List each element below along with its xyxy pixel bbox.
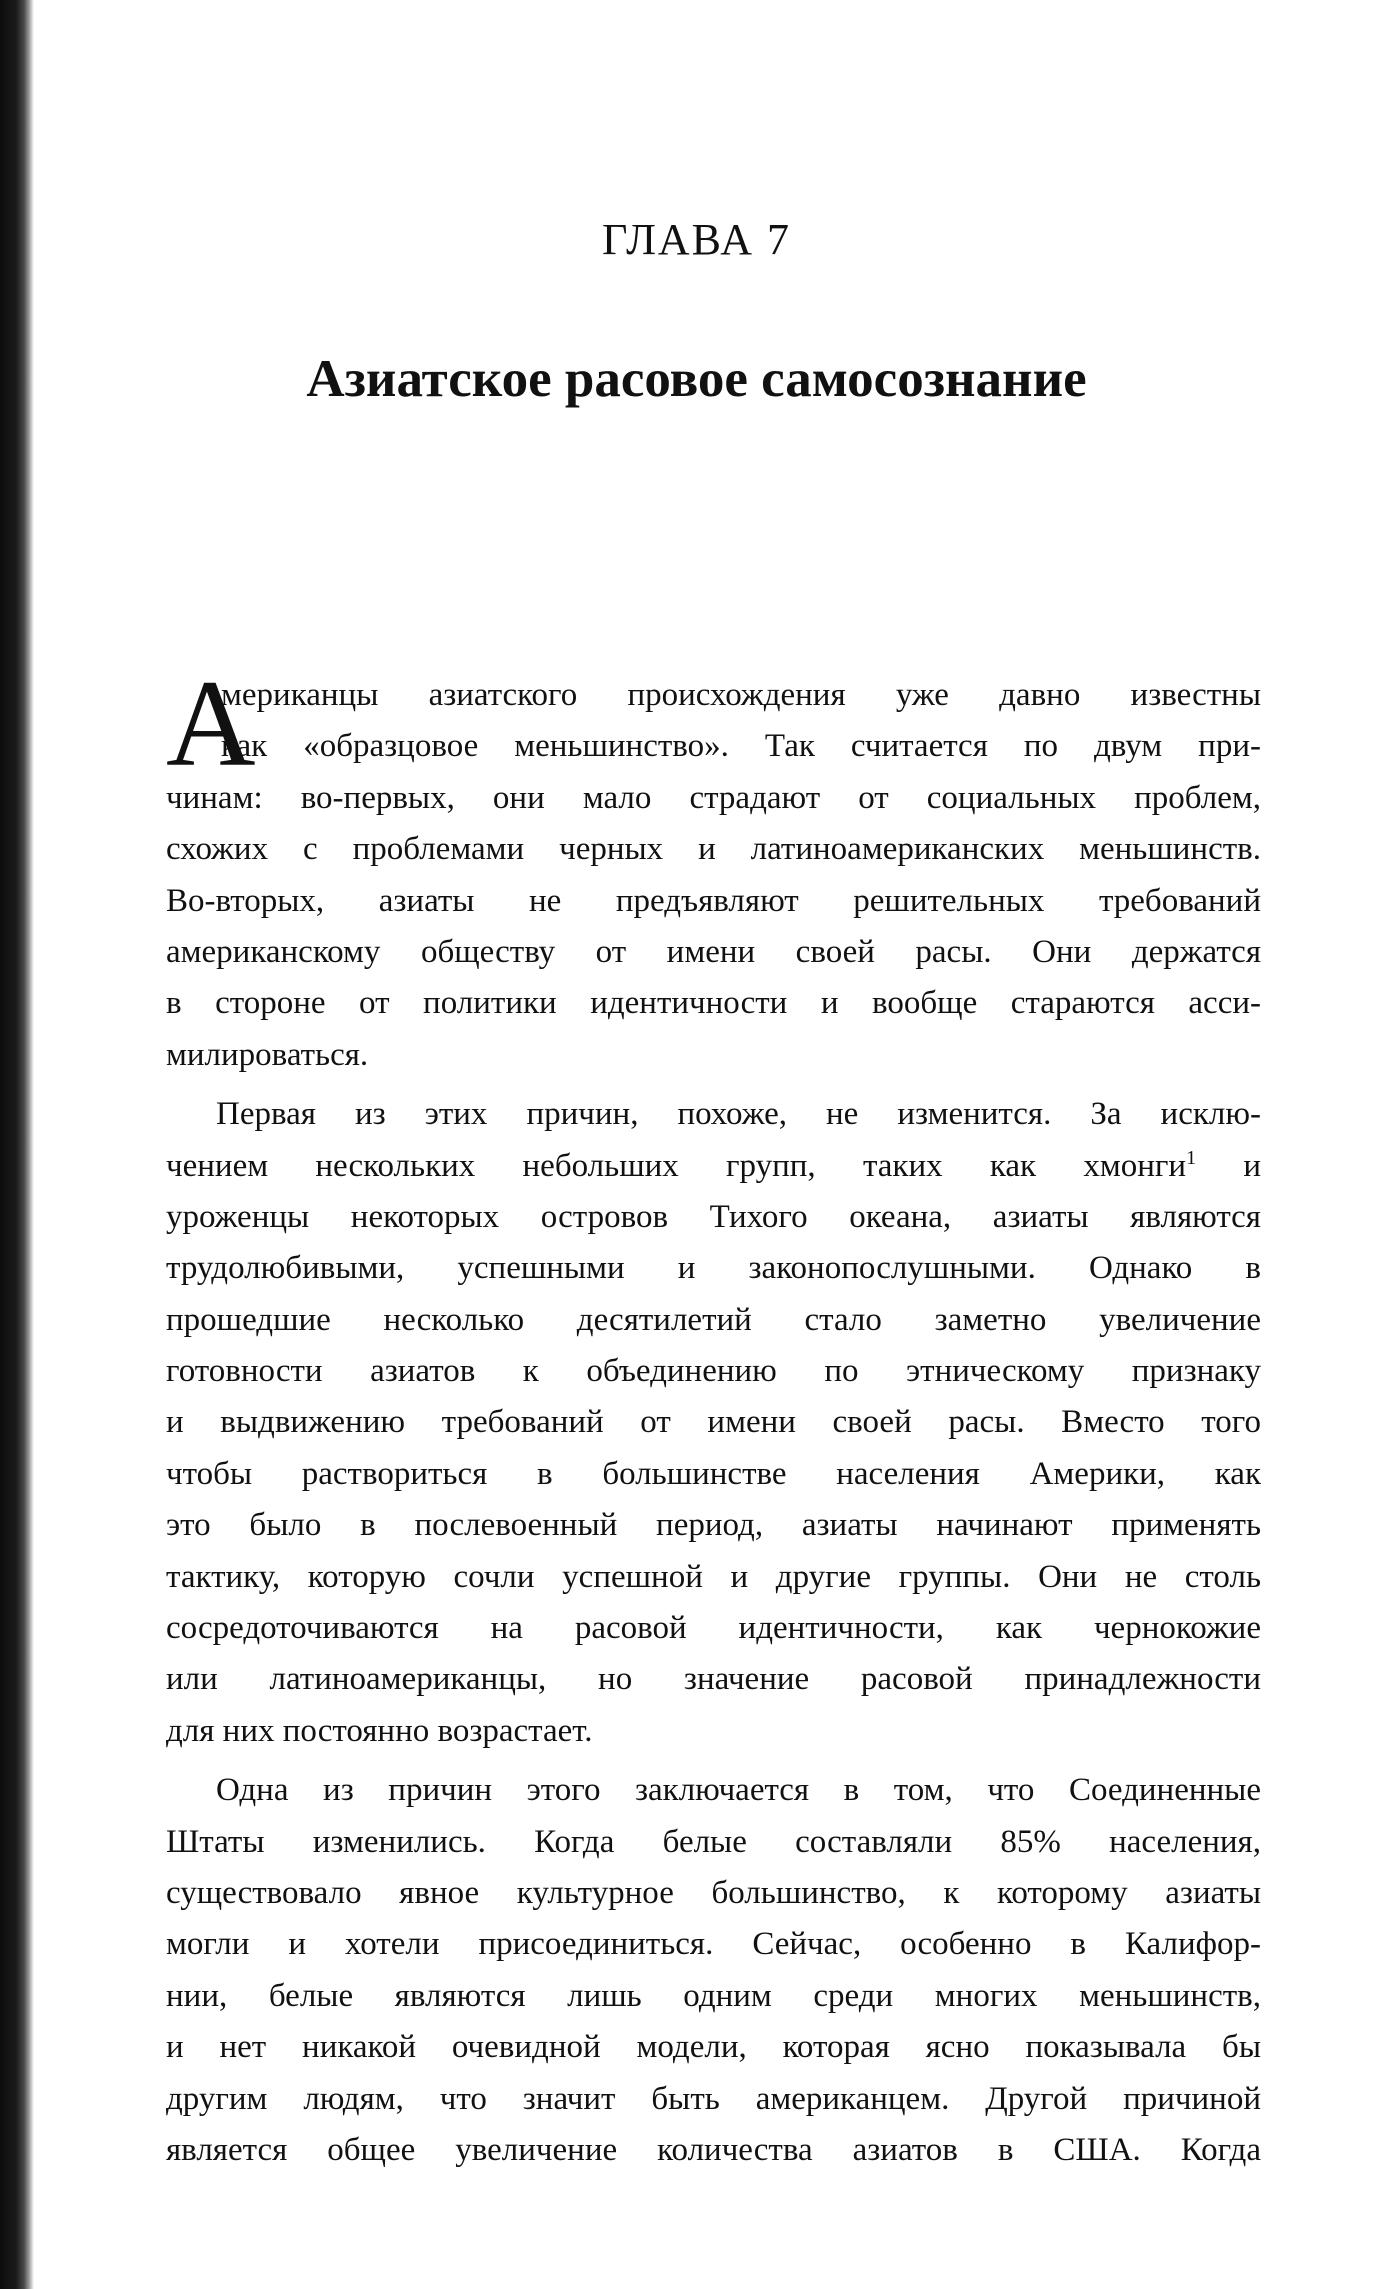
paragraph-3 — [166, 1765, 1261, 2176]
text-line: как «образцовое меньшинство». Так считается по двум при- — [221, 728, 1261, 765]
paragraph-1 — [166, 655, 1261, 1081]
chapter-label: ГЛАВА 7 — [601, 215, 792, 264]
text-line: уроженцы некоторых островов Тихого океана, азиаты являются — [166, 1198, 1261, 1235]
text-fragment: и — [1196, 1147, 1261, 1184]
text-line: в стороне от политики идентичности и вообще стараются асси- — [166, 985, 1261, 1022]
text-line: американскому обществу от имени своей расы. Они держатся — [166, 933, 1261, 970]
text-line: или латиноамериканцы, но значение расовой принадлежности — [166, 1661, 1261, 1698]
text-line: могли и хотели присоединиться. Сейчас, особенно в Калифор- — [166, 1926, 1261, 1963]
text-line: существовало явное культурное большинство, к которому азиаты — [166, 1874, 1261, 1911]
text-line: прошедшие несколько десятилетий стало заметно увеличение — [166, 1301, 1261, 1338]
text-line: чтобы раствориться в большинстве населения Америки, как — [166, 1455, 1261, 1492]
text-line: милироваться. — [166, 1036, 369, 1073]
text-line: Одна из причин этого заключается в том, что Соединенные — [216, 1772, 1261, 1809]
text-line: мериканцы азиатского происхождения уже давно известны — [221, 677, 1261, 713]
text-line: для них постоянно возрастает. — [166, 1712, 593, 1749]
text-line: схожих с проблемами черных и латиноамериканских меньшинств. — [166, 831, 1261, 868]
text-line: Во-вторых, азиаты не предъявляют решительных требований — [166, 882, 1261, 919]
text-line: является общее увеличение количества азиатов в США. Когда — [166, 2131, 1261, 2168]
text-line: сосредоточиваются на расовой идентичности, как чернокожие — [166, 1610, 1261, 1647]
text-fragment: чением нескольких небольших групп, таких как хмонги — [166, 1147, 1187, 1184]
text-line-with-footnote — [166, 1141, 1261, 1192]
text-line: тактику, которую сочли успешной и другие группы. Они не столь — [166, 1558, 1261, 1595]
text-line: другим людям, что значит быть американцем. Другой причиной — [166, 2080, 1261, 2117]
text-line: Штаты изменились. Когда белые составляли 85% населения, — [166, 1823, 1261, 1860]
paragraph-2 — [166, 1089, 1261, 1757]
text-line: и нет никакой очевидной модели, которая ясно показывала бы — [166, 2029, 1261, 2066]
text-line: готовности азиатов к объединению по этническому признаку — [166, 1353, 1261, 1390]
chapter-title: Азиатское расовое самосознание — [306, 350, 1087, 408]
drop-cap: А — [166, 655, 256, 792]
text-line: и выдвижению требований от имени своей расы. Вместо того — [166, 1404, 1261, 1441]
text-line: Первая из этих причин, похоже, не изменится. За исклю- — [216, 1096, 1261, 1133]
text-line: чинам: во-первых, они мало страдают от социальных проблем, — [166, 779, 1261, 816]
text-line: нии, белые являются лишь одним среди многих меньшинств, — [166, 1977, 1261, 2014]
text-line: трудолюбивыми, успешными и законопослушными. Однако в — [166, 1250, 1261, 1287]
footnote-marker: 1 — [1186, 1146, 1197, 1169]
text-line: это было в послевоенный период, азиаты начинают применять — [166, 1507, 1261, 1544]
body-text — [166, 655, 1261, 2176]
